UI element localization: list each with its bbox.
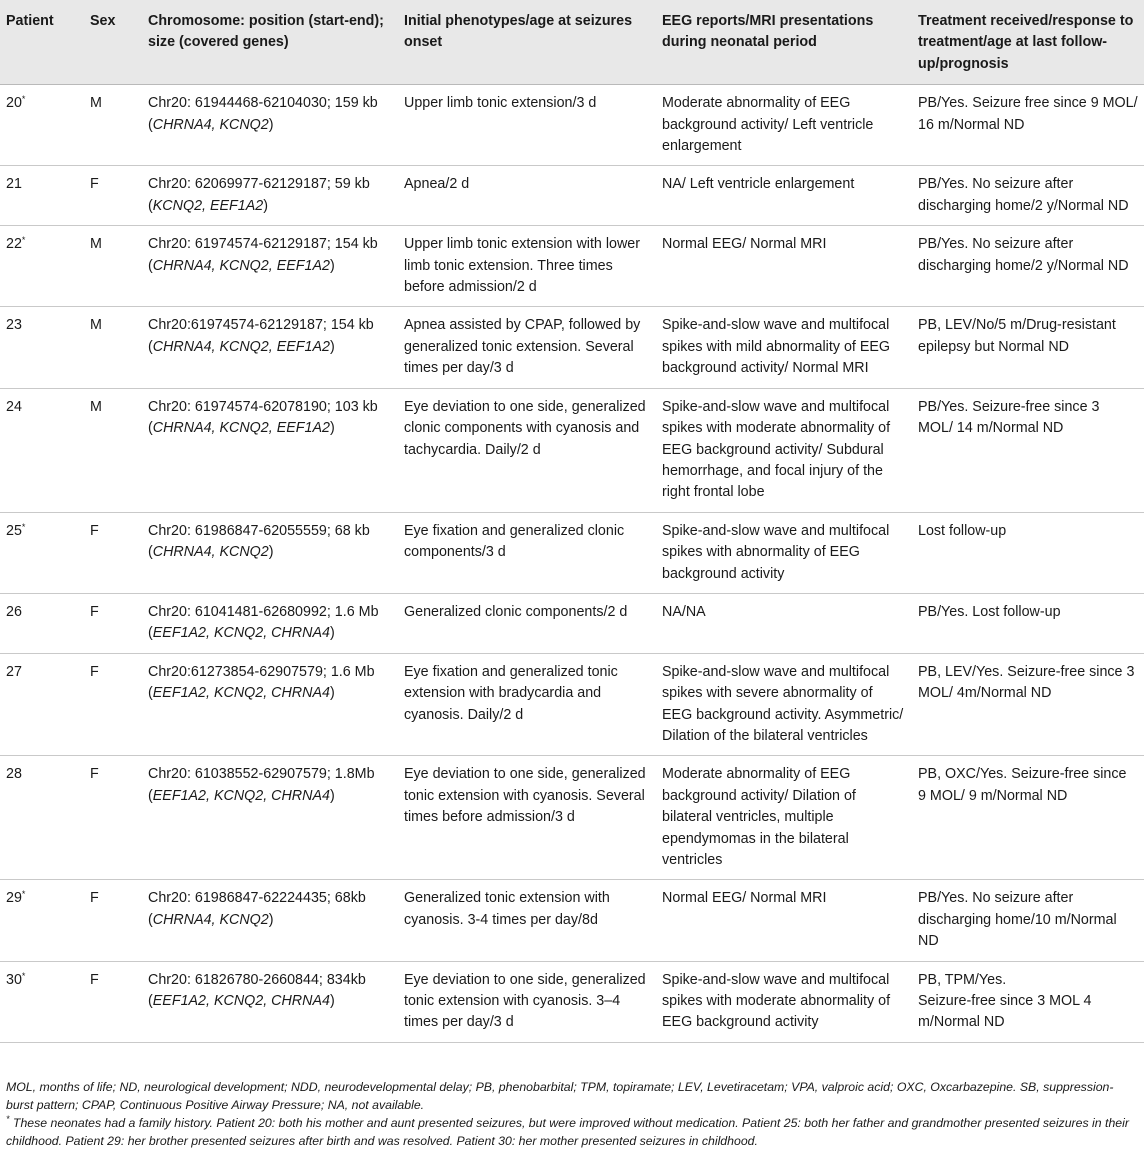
chromosome-close: ) [329, 338, 335, 355]
cell-eeg-mri [656, 226, 912, 307]
cell-eeg-mri [656, 653, 912, 756]
chromosome-close: ) [329, 420, 335, 437]
cell-eeg-mri [656, 307, 912, 388]
patient-number: 25 [6, 522, 22, 539]
covered-genes: CHRNA4, KCNQ2 [152, 544, 269, 561]
header-treatment: Treatment received/response to treatment/age at last follow-up/prognosis [912, 0, 1144, 85]
phenotype-text: Eye deviation to one side, generalized tonic extension with cyanosis. Several times before admission/3 d [404, 766, 646, 826]
chromosome-position: Chr20: 61986847-62224435; 68kb ( [148, 890, 366, 928]
cell-eeg-mri [656, 512, 912, 593]
cell-sex [84, 593, 142, 653]
cell-eeg-mri [656, 593, 912, 653]
eeg-mri-text: Normal EEG/ Normal MRI [662, 890, 827, 907]
treatment-text: PB/Yes. No seizure after discharging home/10 m/Normal ND [918, 890, 1117, 950]
covered-genes: CHRNA4, KCNQ2 [152, 911, 269, 928]
phenotype-text: Eye fixation and generalized clonic components/3 d [404, 522, 625, 561]
patient-number: 29 [6, 890, 22, 907]
chromosome-close: ) [263, 197, 268, 214]
header-sex: Sex [84, 0, 142, 85]
eeg-mri-text: Spike-and-slow wave and multifocal spikes with mild abnormality of EEG background activity/ Normal MRI [662, 317, 891, 377]
covered-genes: EEF1A2, KCNQ2, CHRNA4 [152, 685, 330, 702]
cell-treatment [912, 653, 1144, 756]
table-row [0, 307, 1144, 388]
table-row [0, 226, 1144, 307]
patient-number: 24 [6, 398, 22, 415]
table-row [0, 85, 1144, 166]
treatment-text: PB/Yes. No seizure after discharging home/2 y/Normal ND [918, 236, 1129, 274]
cell-sex [84, 512, 142, 593]
eeg-mri-text: Spike-and-slow wave and multifocal spikes with moderate abnormality of EEG background activity/ Subdural hemorrhage, and focal injury of the right frontal lobe [662, 398, 891, 501]
cell-patient [0, 512, 84, 593]
chromosome-position: Chr20: 62069977-62129187; 59 kb ( [148, 176, 370, 214]
table-row [0, 166, 1144, 226]
chromosome-close: ) [268, 116, 274, 133]
cell-phenotypes [398, 166, 656, 226]
cell-sex [84, 880, 142, 961]
chromosome-close: ) [268, 911, 274, 928]
covered-genes: CHRNA4, KCNQ2, EEF1A2 [152, 338, 330, 355]
treatment-text: PB/Yes. Lost follow-up [918, 603, 1061, 620]
phenotype-text: Apnea assisted by CPAP, followed by generalized tonic extension. Several times per day/3 d [404, 317, 641, 377]
sex-value: M [90, 236, 102, 253]
cell-chromosome [142, 961, 398, 1042]
cell-eeg-mri [656, 961, 912, 1042]
eeg-mri-text: Spike-and-slow wave and multifocal spikes with moderate abnormality of EEG background activity [662, 971, 891, 1031]
cell-patient [0, 166, 84, 226]
eeg-mri-text: NA/NA [662, 603, 706, 620]
phenotype-text: Apnea/2 d [404, 176, 470, 193]
covered-genes: CHRNA4, KCNQ2, EEF1A2 [152, 420, 330, 437]
patient-number: 26 [6, 603, 22, 620]
chromosome-close: ) [329, 993, 335, 1010]
cell-patient [0, 593, 84, 653]
phenotype-text: Generalized clonic components/2 d [404, 603, 628, 620]
cell-sex [84, 226, 142, 307]
table-body [0, 85, 1144, 1043]
patient-number: 21 [6, 176, 22, 193]
cell-treatment [912, 166, 1144, 226]
chromosome-position: Chr20: 61041481-62680992; 1.6 Mb ( [148, 603, 379, 642]
family-history-mark: * [21, 970, 26, 981]
header-row [0, 0, 1144, 85]
table-row [0, 880, 1144, 961]
covered-genes: EEF1A2, KCNQ2, CHRNA4 [152, 993, 330, 1010]
cell-treatment [912, 756, 1144, 880]
eeg-mri-text: NA/ Left ventricle enlargement [662, 176, 855, 193]
eeg-mri-text: Spike-and-slow wave and multifocal spikes with abnormality of EEG background activity [662, 522, 890, 582]
cell-phenotypes [398, 653, 656, 756]
sex-value: M [90, 317, 102, 334]
sex-value: F [90, 176, 99, 193]
cell-sex [84, 166, 142, 226]
cell-chromosome [142, 388, 398, 512]
chromosome-position: Chr20: 61974574-62078190; 103 kb ( [148, 398, 378, 437]
phenotype-text: Eye fixation and generalized tonic extension with bradycardia and cyanosis. Daily/2 d [404, 663, 618, 723]
sex-value: F [90, 663, 99, 680]
eeg-mri-text: Normal EEG/ Normal MRI [662, 236, 827, 253]
table-row [0, 961, 1144, 1042]
phenotype-text: Generalized tonic extension with cyanosis. 3-4 times per day/8d [404, 890, 610, 928]
abbreviations-note: MOL, months of life; ND, neurological development; NDD, neurodevelopmental delay; PB, phenobarbital; TPM, topiramate; LEV, Levetiracetam; VPA, valproic acid; OXC, Oxcarbazepine. SB, suppression-burst pattern; CPAP, Continuous Positive Airway Pressure; NA, not available. [6, 1080, 1114, 1112]
phenotype-text: Upper limb tonic extension/3 d [404, 95, 597, 112]
sex-value: M [90, 95, 102, 112]
cell-patient [0, 85, 84, 166]
cell-phenotypes [398, 961, 656, 1042]
patient-number: 30 [6, 971, 22, 988]
family-history-mark: * [21, 235, 26, 246]
cell-treatment [912, 880, 1144, 961]
cell-phenotypes [398, 593, 656, 653]
cell-patient [0, 961, 84, 1042]
header-phenotypes: Initial phenotypes/age at seizures onset [398, 0, 656, 85]
cell-chromosome [142, 593, 398, 653]
treatment-text: PB, OXC/Yes. Seizure-free since 9 MOL/ 9 m/Normal ND [918, 766, 1127, 804]
cell-phenotypes [398, 880, 656, 961]
cell-patient [0, 226, 84, 307]
phenotype-text: Eye deviation to one side, generalized tonic extension with cyanosis. 3–4 times per day/3 d [404, 971, 646, 1031]
eeg-mri-text: Moderate abnormality of EEG background activity/ Left ventricle enlargement [662, 95, 874, 155]
table-row [0, 512, 1144, 593]
header-chromosome: Chromosome: position (start-end); size (covered genes) [142, 0, 398, 85]
family-history-note [6, 1114, 1140, 1150]
family-history-mark: * [21, 889, 26, 900]
chromosome-position: Chr20:61974574-62129187; 154 kb ( [148, 317, 374, 355]
chromosome-position: Chr20:61273854-62907579; 1.6 Mb ( [148, 663, 375, 702]
cell-sex [84, 961, 142, 1042]
chromosome-close: ) [268, 544, 274, 561]
header-eeg-mri: EEG reports/MRI presentations during neonatal period [656, 0, 912, 85]
sex-value: M [90, 398, 102, 415]
cell-chromosome [142, 226, 398, 307]
phenotype-text: Upper limb tonic extension with lower limb tonic extension. Three times before admission/2 d [404, 236, 641, 296]
cell-sex [84, 653, 142, 756]
chromosome-close: ) [329, 257, 335, 274]
covered-genes: CHRNA4, KCNQ2, EEF1A2 [152, 257, 330, 274]
patient-number: 22 [6, 236, 22, 253]
cell-chromosome [142, 880, 398, 961]
patient-number: 27 [6, 663, 22, 680]
cell-chromosome [142, 756, 398, 880]
cell-patient [0, 653, 84, 756]
footnote-mark: * [6, 1114, 10, 1124]
patient-number: 23 [6, 317, 22, 334]
cell-sex [84, 756, 142, 880]
treatment-text: PB/Yes. No seizure after discharging home/2 y/Normal ND [918, 176, 1129, 214]
table-row [0, 653, 1144, 756]
cell-phenotypes [398, 226, 656, 307]
sex-value: F [90, 890, 99, 907]
treatment-text: PB, LEV/No/5 m/Drug-resistant epilepsy but Normal ND [918, 317, 1116, 355]
sex-value: F [90, 603, 99, 620]
chromosome-position: Chr20: 61944468-62104030; 159 kb ( [148, 95, 378, 133]
cell-phenotypes [398, 85, 656, 166]
covered-genes: KCNQ2, EEF1A2 [152, 197, 264, 214]
sex-value: F [90, 522, 99, 539]
family-history-text: These neonates had a family history. Patient 20: both his mother and aunt presented seizures, but were improved without medication. Patient 25: both her father and grandmother presented seizures in their childhood. Patient 29: her brother presented seizures after birth and was resolved. Patient 30: her mother presented seizures in childhood. [6, 1116, 1129, 1148]
cell-phenotypes [398, 756, 656, 880]
cell-phenotypes [398, 307, 656, 388]
treatment-text: PB/Yes. Seizure-free since 3 MOL/ 14 m/Normal ND [918, 398, 1100, 437]
cell-treatment [912, 961, 1144, 1042]
covered-genes: EEF1A2, KCNQ2, CHRNA4 [152, 787, 330, 804]
table-row [0, 593, 1144, 653]
covered-genes: CHRNA4, KCNQ2 [152, 116, 269, 133]
eeg-mri-text: Moderate abnormality of EEG background activity/ Dilation of bilateral ventricles, multiple ependymomas in the bilateral ventricles [662, 766, 856, 868]
phenotype-text: Eye deviation to one side, generalized clonic components with cyanosis and tachycardia. Daily/2 d [404, 398, 646, 458]
cell-treatment [912, 593, 1144, 653]
cell-treatment [912, 307, 1144, 388]
cell-eeg-mri [656, 756, 912, 880]
cell-treatment [912, 226, 1144, 307]
table-footnotes [6, 1078, 1140, 1150]
chromosome-close: ) [329, 685, 335, 702]
chromosome-position: Chr20: 61038552-62907579; 1.8Mb ( [148, 766, 375, 804]
cell-chromosome [142, 85, 398, 166]
cell-patient [0, 756, 84, 880]
chromosome-close: ) [329, 625, 335, 642]
chromosome-close: ) [329, 787, 335, 804]
treatment-text: PB, LEV/Yes. Seizure-free since 3 MOL/ 4m/Normal ND [918, 663, 1135, 702]
cell-patient [0, 388, 84, 512]
family-history-mark: * [21, 94, 26, 105]
header-patient: Patient [0, 0, 84, 85]
cell-sex [84, 388, 142, 512]
cell-phenotypes [398, 512, 656, 593]
cell-sex [84, 85, 142, 166]
patient-number: 20 [6, 95, 22, 112]
chromosome-position: Chr20: 61974574-62129187; 154 kb ( [148, 236, 378, 274]
treatment-text: Lost follow-up [918, 522, 1007, 539]
table-row [0, 388, 1144, 512]
cell-treatment [912, 512, 1144, 593]
cell-chromosome [142, 307, 398, 388]
cell-eeg-mri [656, 85, 912, 166]
cell-phenotypes [398, 388, 656, 512]
eeg-mri-text: Spike-and-slow wave and multifocal spikes with severe abnormality of EEG background activity. Asymmetric/ Dilation of the bilateral ventricles [662, 663, 904, 744]
cell-treatment [912, 85, 1144, 166]
treatment-text: PB/Yes. Seizure free since 9 MOL/ 16 m/Normal ND [918, 95, 1138, 133]
cell-patient [0, 880, 84, 961]
cell-sex [84, 307, 142, 388]
cell-eeg-mri [656, 166, 912, 226]
cell-chromosome [142, 653, 398, 756]
cell-chromosome [142, 512, 398, 593]
covered-genes: EEF1A2, KCNQ2, CHRNA4 [152, 625, 330, 642]
table-row [0, 756, 1144, 880]
family-history-mark: * [21, 521, 26, 532]
cell-eeg-mri [656, 388, 912, 512]
treatment-text: PB, TPM/Yes. Seizure-free since 3 MOL 4 m/Normal ND [918, 971, 1092, 1031]
chromosome-position: Chr20: 61986847-62055559; 68 kb ( [148, 522, 370, 561]
cell-eeg-mri [656, 880, 912, 961]
cell-treatment [912, 388, 1144, 512]
cell-patient [0, 307, 84, 388]
sex-value: F [90, 766, 99, 783]
cell-chromosome [142, 166, 398, 226]
patient-number: 28 [6, 766, 22, 783]
chromosome-position: Chr20: 61826780-2660844; 834kb ( [148, 971, 366, 1010]
sex-value: F [90, 971, 99, 988]
